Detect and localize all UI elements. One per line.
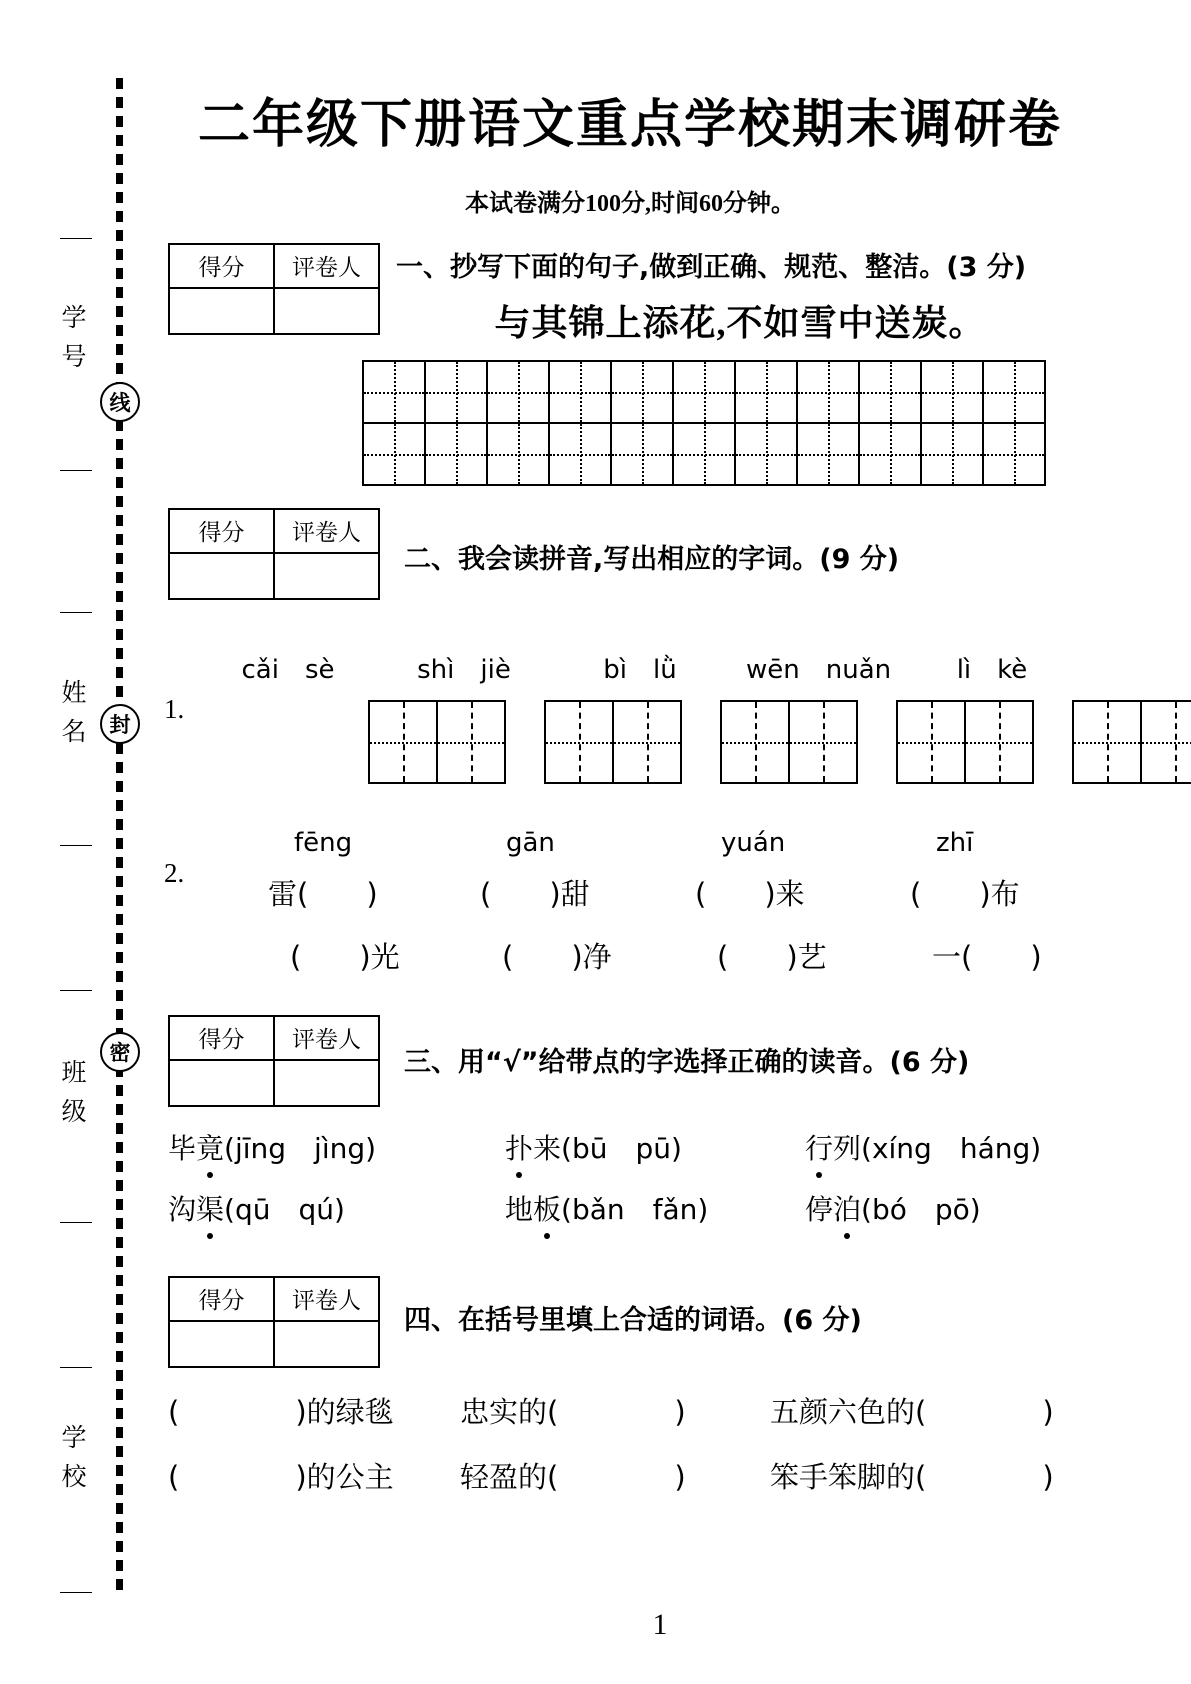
page-number: 1 xyxy=(652,1608,668,1641)
score-value[interactable] xyxy=(170,554,275,598)
section-heading-2: 二、我会读拼音,写出相应的字词。(9 分) xyxy=(404,544,900,575)
word-answer-box[interactable] xyxy=(720,700,858,784)
dotted-char: 板 xyxy=(533,1188,561,1228)
pronunciation-choice-item[interactable] xyxy=(505,1127,682,1167)
word-char: 来 xyxy=(533,1132,562,1165)
fill-blank-item[interactable]: ( )艺 xyxy=(717,940,827,974)
writing-grid-cell[interactable] xyxy=(674,424,736,484)
word-char: 沟 xyxy=(168,1193,197,1226)
fill-blank-item[interactable]: ( )来 xyxy=(695,877,805,911)
pinyin-syllable: cǎi xyxy=(241,655,279,685)
grader-label: 评卷人 xyxy=(292,1288,361,1313)
writing-grid-cell[interactable] xyxy=(426,424,488,484)
pinyin-syllable: wēn xyxy=(746,655,800,685)
fill-blank-item[interactable]: ( )甜 xyxy=(480,877,590,911)
writing-grid-cell[interactable] xyxy=(426,362,488,422)
pronunciation-options[interactable]: (bǎn fǎn) xyxy=(561,1193,709,1226)
pronunciation-options[interactable]: (bó pō) xyxy=(861,1193,981,1226)
word-answer-cell[interactable] xyxy=(546,702,614,782)
pinyin-label xyxy=(394,655,534,685)
phrase-fill-item[interactable]: ( )的绿毯 xyxy=(168,1395,394,1429)
writing-grid-row[interactable] xyxy=(362,422,1046,486)
word-answer-cell[interactable] xyxy=(370,702,438,782)
word-answer-box[interactable] xyxy=(368,700,506,784)
writing-grid-cell[interactable] xyxy=(364,424,426,484)
dotted-char: 泊 xyxy=(833,1188,861,1228)
seal-divider xyxy=(60,1592,92,1593)
pinyin-hint: zhī xyxy=(936,828,974,858)
seal-label-char: 校 xyxy=(61,1463,87,1491)
word-char: 毕 xyxy=(168,1132,197,1165)
pinyin-syllable: shì xyxy=(417,655,455,685)
seal-label-char: 学 xyxy=(61,1425,87,1452)
fill-blank-item[interactable]: ( )光 xyxy=(290,940,400,974)
writing-grid[interactable] xyxy=(362,360,1046,486)
pinyin-label xyxy=(218,655,358,685)
score-label: 得分 xyxy=(170,1017,275,1059)
writing-grid-row[interactable] xyxy=(362,360,1046,422)
pinyin-hint: gān xyxy=(506,828,555,858)
seal-label-char: 号 xyxy=(61,343,87,371)
grader-label: 评卷人 xyxy=(292,520,361,545)
section-heading-3: 三、用“√”给带点的字选择正确的读音。(6 分) xyxy=(404,1047,970,1078)
pinyin-hint: yuán xyxy=(721,828,786,858)
word-answer-cell[interactable] xyxy=(1142,702,1191,782)
section-heading-1: 一、抄写下面的句子,做到正确、规范、整洁。(3 分) xyxy=(396,252,1027,283)
dotted-char: 扑 xyxy=(505,1127,533,1167)
pinyin-label xyxy=(570,655,710,685)
word-char: 停 xyxy=(805,1193,834,1226)
grader-label: 评卷人 xyxy=(292,255,361,280)
grader-label: 评卷人 xyxy=(292,1027,361,1052)
question-2-2-number: 2. xyxy=(164,858,185,888)
seal-label-char: 名 xyxy=(61,718,87,746)
writing-grid-cell[interactable] xyxy=(736,424,798,484)
seal-divider xyxy=(60,1222,92,1223)
writing-grid-cell[interactable] xyxy=(922,362,984,422)
seal-circle-label: 密 xyxy=(109,1041,131,1065)
fill-blank-item[interactable]: ( )净 xyxy=(502,940,612,974)
writing-grid-cell[interactable] xyxy=(736,362,798,422)
seal-label-name xyxy=(55,675,93,753)
seal-label-student-id xyxy=(55,300,93,378)
score-label: 得分 xyxy=(170,245,275,287)
writing-grid-cell[interactable] xyxy=(922,424,984,484)
word-answer-box[interactable] xyxy=(896,700,1034,784)
grader-value[interactable] xyxy=(275,289,378,333)
pinyin-syllable: lì xyxy=(956,655,972,685)
pinyin-syllable: bì xyxy=(603,655,628,685)
page-subtitle: 本试卷满分100分,时间60分钟。 xyxy=(465,191,795,217)
pinyin-label-row xyxy=(150,655,1170,695)
grader-value[interactable] xyxy=(275,1061,378,1105)
seal-circle-feng xyxy=(100,704,140,744)
pronunciation-options[interactable]: (qū qú) xyxy=(224,1193,345,1226)
pinyin-hint: fēng xyxy=(294,828,353,858)
seal-dashed-line xyxy=(116,78,123,1593)
writing-grid-cell[interactable] xyxy=(550,362,612,422)
seal-circle-label: 线 xyxy=(109,391,131,415)
pinyin-label xyxy=(746,655,892,685)
pinyin-syllable: nuǎn xyxy=(825,655,892,685)
writing-grid-cell[interactable] xyxy=(860,362,922,422)
score-label: 得分 xyxy=(170,1278,275,1320)
phrase-fill-item[interactable]: 轻盈的( ) xyxy=(460,1460,686,1494)
pronunciation-choice-item[interactable] xyxy=(168,1188,345,1228)
word-answer-cell[interactable] xyxy=(614,702,682,782)
word-answer-cell[interactable] xyxy=(1074,702,1142,782)
copy-sentence: 与其锦上添花,不如雪中送炭。 xyxy=(494,303,986,343)
writing-grid-cell[interactable] xyxy=(860,424,922,484)
seal-circle-xian xyxy=(100,382,140,422)
dotted-char: 竟 xyxy=(196,1127,224,1167)
seal-divider xyxy=(60,990,92,991)
seal-divider xyxy=(60,612,92,613)
phrase-fill-item[interactable]: ( )的公主 xyxy=(168,1460,394,1494)
word-answer-box[interactable] xyxy=(1072,700,1191,784)
writing-grid-cell[interactable] xyxy=(612,362,674,422)
pronunciation-options[interactable]: (xíng háng) xyxy=(861,1132,1042,1165)
fill-blank-item[interactable]: ( )布 xyxy=(910,877,1020,911)
seal-binding-column xyxy=(0,0,150,1684)
seal-divider xyxy=(60,238,92,239)
fill-blank-item[interactable]: 雷( ) xyxy=(268,877,378,911)
score-value[interactable] xyxy=(170,289,275,333)
pronunciation-options[interactable]: (bū pū) xyxy=(561,1132,682,1165)
page-title: 二年级下册语文重点学校期末调研卷 xyxy=(197,95,1062,155)
writing-grid-cell[interactable] xyxy=(612,424,674,484)
seal-divider xyxy=(60,845,92,846)
pronunciation-options[interactable]: (jīng jìng) xyxy=(224,1132,377,1165)
pinyin-label xyxy=(922,655,1062,685)
score-box-section-3 xyxy=(168,1015,380,1107)
score-box-section-2 xyxy=(168,508,380,600)
seal-label-class xyxy=(55,1055,93,1133)
phrase-fill-item[interactable]: 笨手笨脚的( ) xyxy=(770,1460,1054,1494)
seal-label-char: 姓 xyxy=(61,680,87,707)
score-value[interactable] xyxy=(170,1322,275,1366)
pinyin-syllable: sè xyxy=(304,655,335,685)
question-2-1-number: 1. xyxy=(164,694,185,724)
word-answer-box[interactable] xyxy=(544,700,682,784)
phrase-fill-item[interactable]: 忠实的( ) xyxy=(460,1395,686,1429)
phrase-fill-item[interactable]: 五颜六色的( ) xyxy=(770,1395,1054,1429)
seal-divider xyxy=(60,470,92,471)
exam-paper-body xyxy=(150,0,1170,1684)
writing-grid-cell[interactable] xyxy=(674,362,736,422)
writing-grid-cell[interactable] xyxy=(488,424,550,484)
seal-divider xyxy=(60,1367,92,1368)
dotted-char: 行 xyxy=(805,1127,833,1167)
writing-grid-cell[interactable] xyxy=(798,362,860,422)
section-heading-4: 四、在括号里填上合适的词语。(6 分) xyxy=(404,1305,862,1336)
writing-grid-cell[interactable] xyxy=(488,362,550,422)
fill-blank-item[interactable]: 一( ) xyxy=(932,940,1042,974)
seal-label-char: 班 xyxy=(61,1060,87,1087)
pronunciation-choice-item[interactable] xyxy=(805,1188,981,1228)
score-value[interactable] xyxy=(170,1061,275,1105)
score-box-section-4 xyxy=(168,1276,380,1368)
word-char: 地 xyxy=(505,1193,534,1226)
pronunciation-choice-item[interactable] xyxy=(168,1127,376,1167)
writing-grid-cell[interactable] xyxy=(798,424,860,484)
seal-label-school xyxy=(55,1420,93,1498)
pronunciation-choice-item[interactable] xyxy=(505,1188,708,1228)
writing-grid-cell[interactable] xyxy=(984,362,1046,422)
seal-label-char: 级 xyxy=(61,1098,87,1126)
word-answer-cell[interactable] xyxy=(966,702,1034,782)
word-answer-cell[interactable] xyxy=(438,702,506,782)
dotted-char: 渠 xyxy=(196,1188,224,1228)
pinyin-syllable: jiè xyxy=(480,655,511,685)
seal-circle-mi xyxy=(100,1032,140,1072)
word-answer-cell[interactable] xyxy=(790,702,858,782)
pinyin-syllable: kè xyxy=(997,655,1028,685)
grader-value[interactable] xyxy=(275,554,378,598)
score-label: 得分 xyxy=(170,510,275,552)
seal-circle-label: 封 xyxy=(109,713,131,737)
grader-value[interactable] xyxy=(275,1322,378,1366)
seal-label-char: 学 xyxy=(61,305,87,332)
writing-grid-cell[interactable] xyxy=(984,424,1046,484)
writing-grid-cell[interactable] xyxy=(364,362,426,422)
word-answer-cell[interactable] xyxy=(898,702,966,782)
pronunciation-choice-item[interactable] xyxy=(805,1127,1041,1167)
score-box-section-1 xyxy=(168,243,380,335)
word-answer-cell[interactable] xyxy=(722,702,790,782)
pinyin-syllable: lǜ xyxy=(653,655,677,685)
word-char: 列 xyxy=(833,1132,862,1165)
writing-grid-cell[interactable] xyxy=(550,424,612,484)
